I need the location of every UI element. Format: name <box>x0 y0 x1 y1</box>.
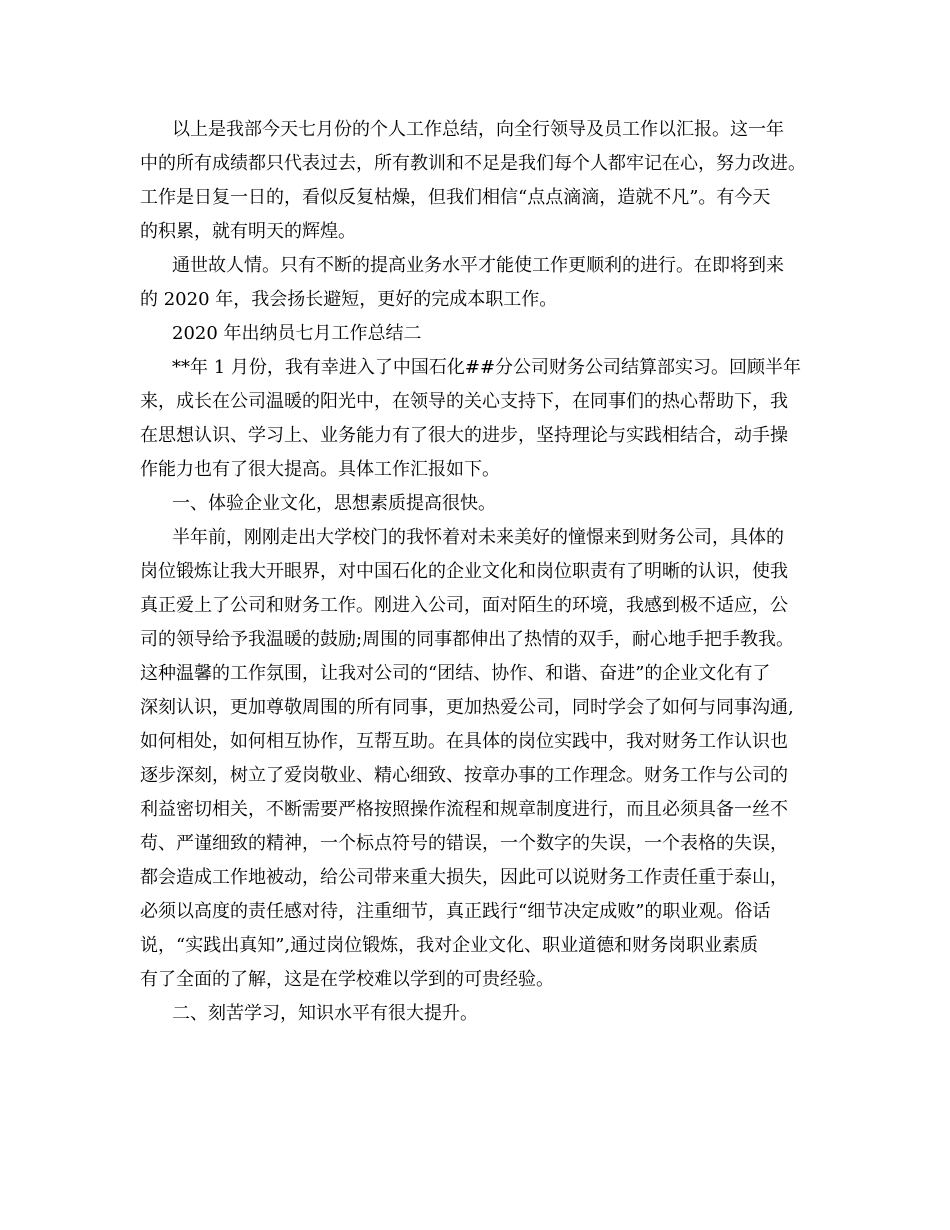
text-line: 真正爱上了公司和财务工作。刚进入公司，面对陌生的环境，我感到极不适应，公 <box>140 595 788 616</box>
text-line: 2020 年出纳员七月工作总结二 <box>172 323 422 344</box>
text-line: 都会造成工作地被动，给公司带来重大损失，因此可以说财务工作责任重于泰山， <box>140 867 788 888</box>
text-line: 这种温馨的工作氛围，让我对公司的“团结、协作、和谐、奋进”的企业文化有了 <box>140 663 771 684</box>
document-body <box>140 113 820 1031</box>
text-line: 在思想认识、学习上、业务能力有了很大的进步，坚持理论与实践相结合，动手操 <box>140 425 788 446</box>
text-line: 逐步深刻，树立了爱岗敬业、精心细致、按章办事的工作理念。财务工作与公司的 <box>140 765 788 786</box>
text-line: 利益密切相关，不断需要严格按照操作流程和规章制度进行，而且必须具备一丝不 <box>140 799 788 820</box>
text-line: 必须以高度的责任感对待，注重细节，真正践行“细节决定成败”的职业观。俗话 <box>140 901 771 922</box>
text-line: 来，成长在公司温暖的阳光中，在领导的关心支持下，在同事们的热心帮助下，我 <box>140 391 788 412</box>
text-line: 中的所有成绩都只代表过去，所有教训和不足是我们每个人都牢记在心，努力改进。 <box>140 153 806 174</box>
text-line: 司的领导给予我温暖的鼓励;周围的同事都伸出了热情的双手，耐心地手把手教我。 <box>140 629 795 650</box>
text-line: 二、刻苦学习，知识水平有很大提升。 <box>172 1003 478 1024</box>
text-line: 半年前，刚刚走出大学校门的我怀着对未来美好的憧憬来到财务公司，具体的 <box>172 527 784 548</box>
text-line: 苟、严谨细致的精神，一个标点符号的错误，一个数字的失误，一个表格的失误， <box>140 833 788 854</box>
text-line: 的 2020 年，我会扬长避短，更好的完成本职工作。 <box>140 289 558 310</box>
text-line: **年 1 月份，我有幸进入了中国石化##分公司财务公司结算部实习。回顾半年 <box>172 357 802 378</box>
text-line: 一、体验企业文化，思想素质提高很快。 <box>172 493 496 514</box>
text-line: 说，“实践出真知”,通过岗位锻炼，我对企业文化、职业道德和财务岗职业素质 <box>140 935 759 956</box>
text-line: 作能力也有了很大提高。具体工作汇报如下。 <box>140 459 500 480</box>
text-line: 的积累，就有明天的辉煌。 <box>140 221 356 242</box>
text-line: 通世故人情。只有不断的提高业务水平才能使工作更顺利的进行。在即将到来 <box>172 255 784 276</box>
text-line: 如何相处，如何相互协作，互帮互助。在具体的岗位实践中，我对财务工作认识也 <box>140 731 788 752</box>
text-line: 岗位锻炼让我大开眼界，对中国石化的企业文化和岗位职责有了明晰的认识，使我 <box>140 561 788 582</box>
text-line: 工作是日复一日的，看似反复枯燥，但我们相信“点点滴滴，造就不凡”。有今天 <box>140 187 771 208</box>
text-line: 以上是我部今天七月份的个人工作总结，向全行领导及员工作以汇报。这一年 <box>172 119 784 140</box>
text-line: 有了全面的了解，这是在学校难以学到的可贵经验。 <box>140 969 554 990</box>
text-line: 深刻认识，更加尊敬周围的所有同事，更加热爱公司，同时学会了如何与同事沟通, <box>140 697 794 718</box>
